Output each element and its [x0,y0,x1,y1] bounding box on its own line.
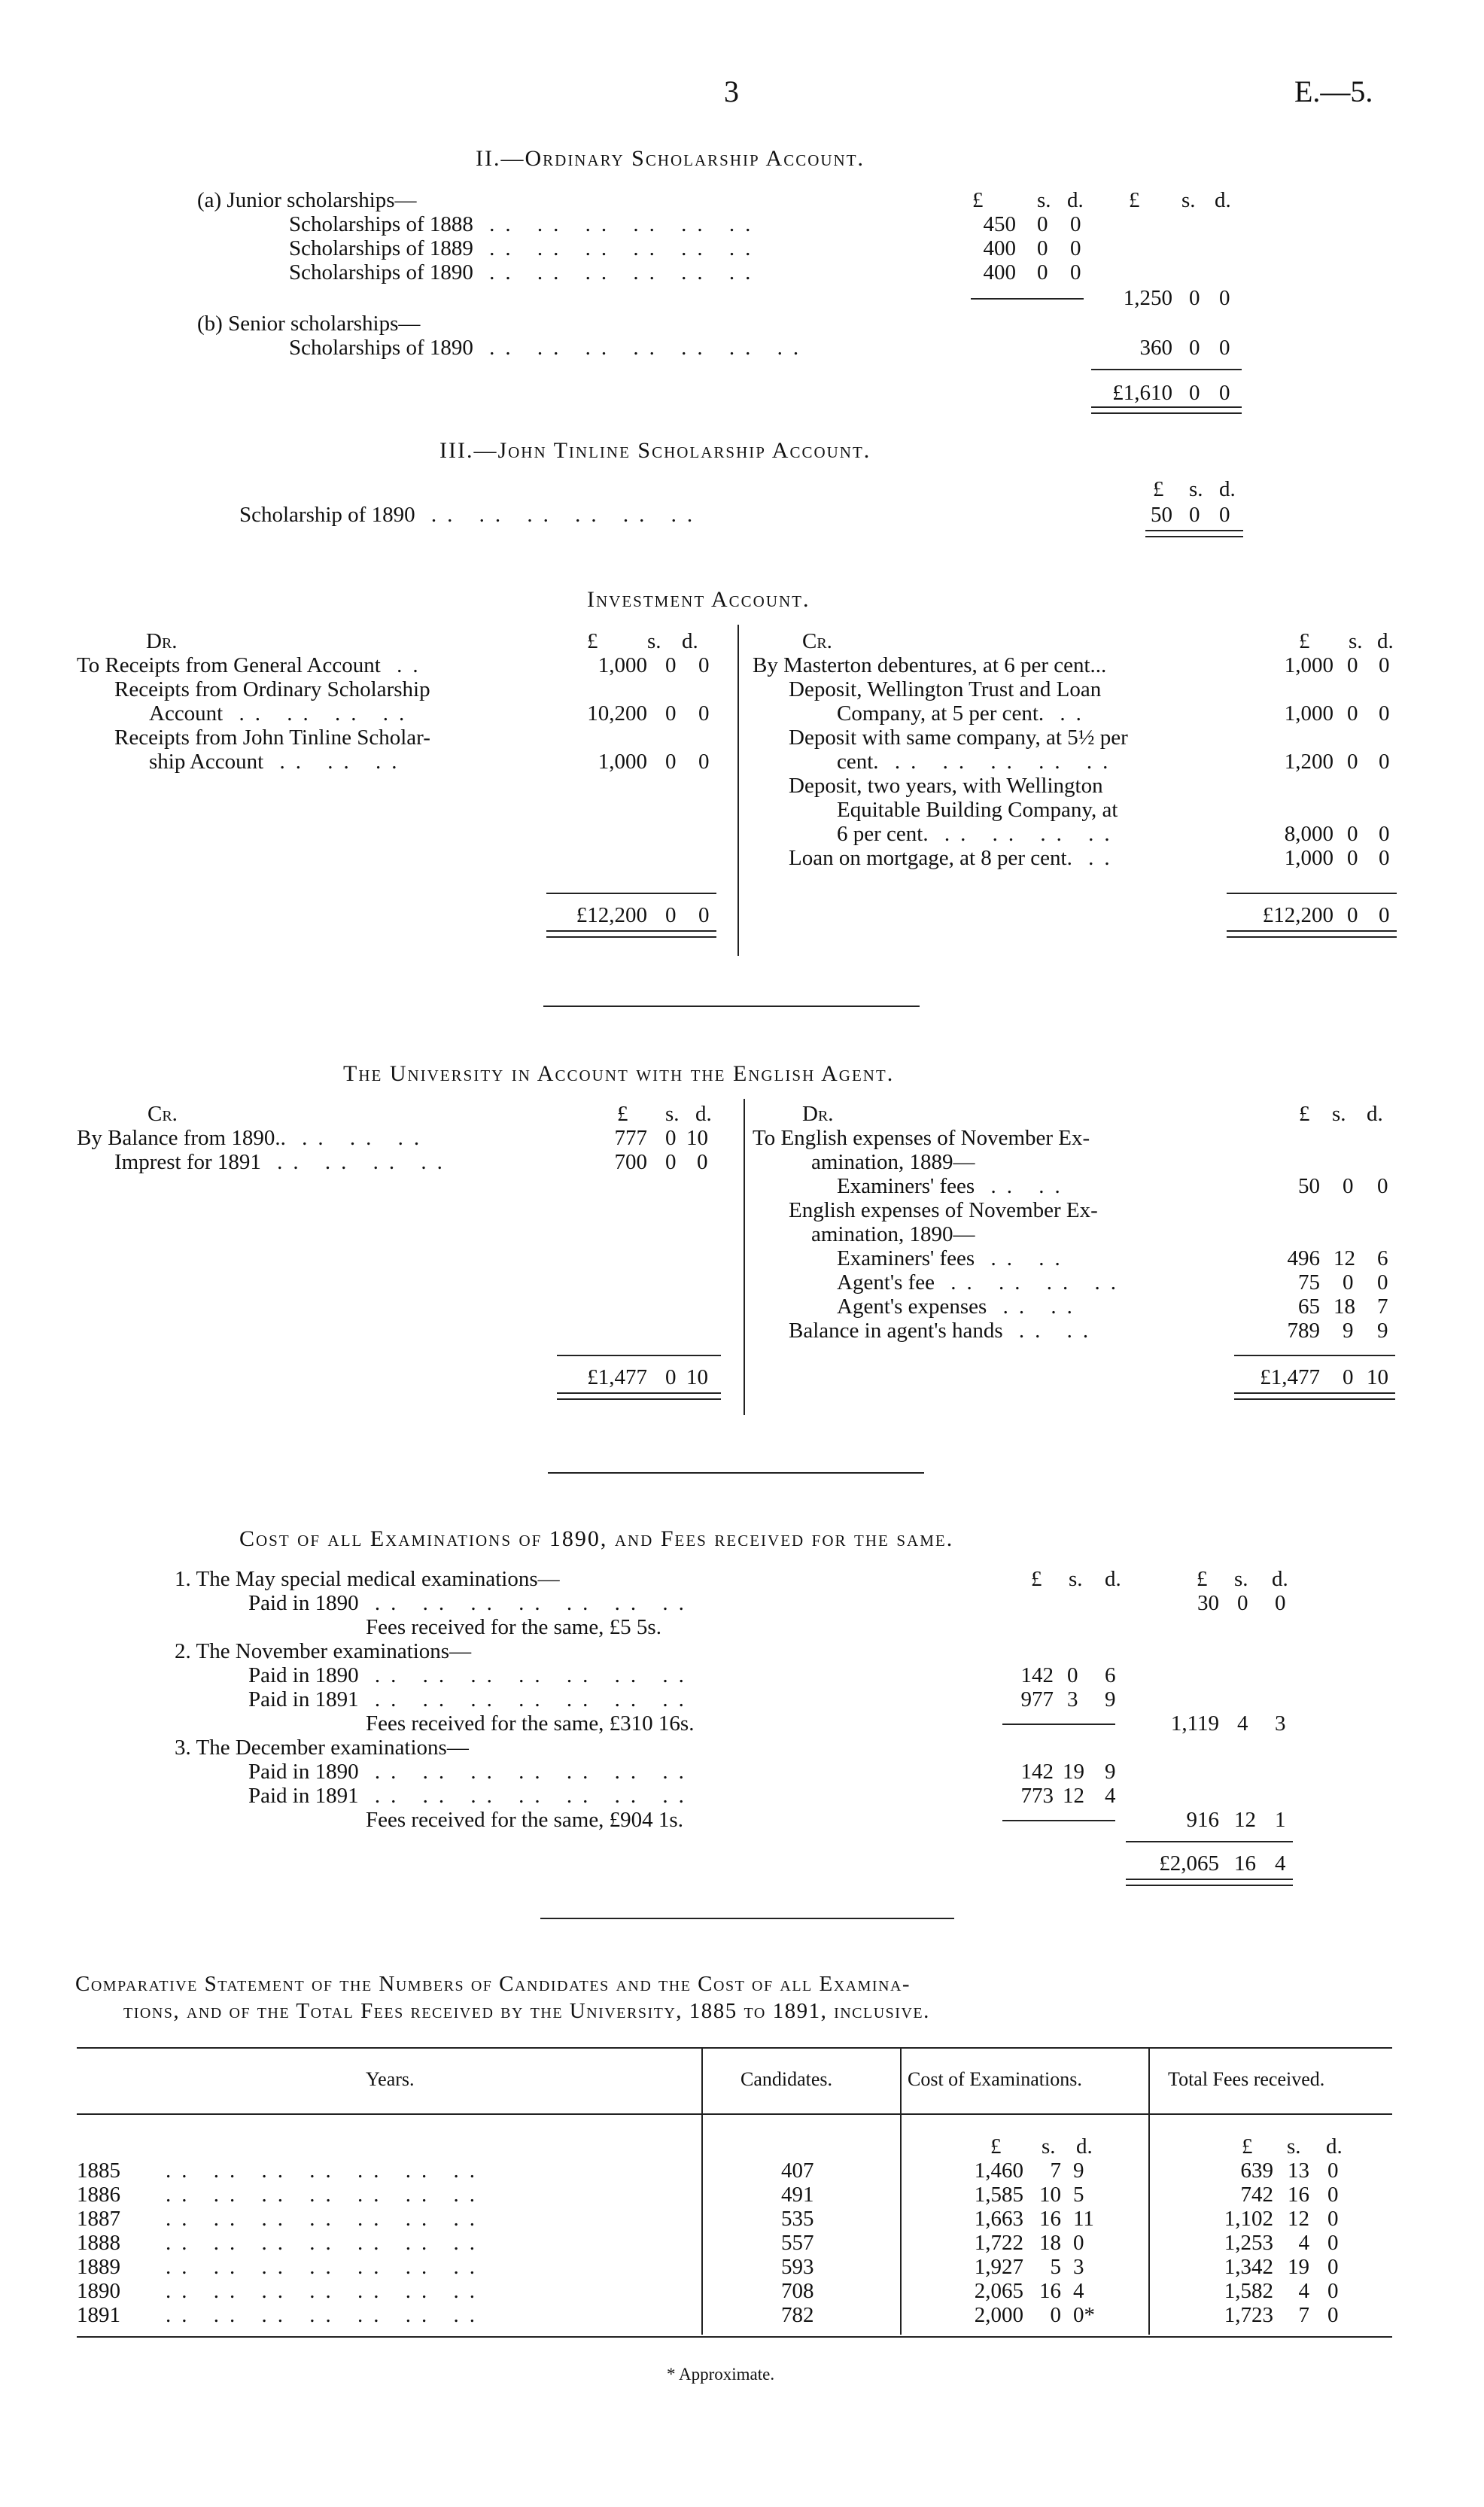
cost-item: Paid in 1891 .. .. .. .. .. .. .. [248,1784,695,1808]
investment-dr-row: To Receipts from General Account .. [77,653,429,677]
investment-cr-total-shillings: 0 [1347,903,1358,927]
cost-pounds: 2,000 [974,2303,1023,2327]
section-divider [540,1918,954,1919]
currency-pound: £ [990,2134,1002,2159]
amount-pounds: 916 [1186,1808,1219,1832]
senior-label: (b) Senior scholarships— [197,312,421,336]
fees-shillings: 12 [1288,2207,1309,2231]
agent-dr-line: Agent's expenses .. .. [837,1295,1083,1319]
cost-pounds: 1,722 [974,2231,1023,2255]
year-cell: 1887 [77,2207,120,2231]
amount-shillings: 4 [1237,1711,1248,1736]
agent-dr-line: Balance in agent's hands .. .. [789,1319,1099,1343]
total-rule [557,1355,721,1356]
amount-shillings: 0 [1343,1270,1354,1295]
amount-pounds: 1,000 [598,653,647,677]
total-rule [546,893,716,894]
investment-cr-row: Deposit, Wellington Trust and Loan [789,677,1102,701]
ordinary-title: II.—Ordinary Scholarship Account. [476,146,865,171]
agent-dr-line: English expenses of November Ex- [789,1198,1098,1222]
subtotal-rule [1002,1820,1115,1821]
investment-cr-row: By Masterton debentures, at 6 per cent... [753,653,1107,677]
currency-shilling: s. [647,629,661,653]
cost-pounds: 1,663 [974,2207,1023,2231]
amount-pounds: 142 [1020,1663,1054,1687]
fees-pounds: 1,582 [1224,2279,1273,2303]
senior-pounds: 360 [1139,336,1172,360]
amount-pence: 0 [1379,701,1390,726]
amount-pounds: 75 [1298,1270,1320,1295]
amount-pence: 0 [1377,1174,1388,1198]
currency-pence: d. [1377,629,1394,653]
fees-shillings: 16 [1288,2183,1309,2207]
agent-cr-total-pounds: £1,477 [587,1365,647,1389]
currency-pound: £ [1242,2134,1253,2159]
subtotal-rule [1002,1724,1115,1725]
currency-pence: d. [1367,1102,1383,1126]
junior-total-pounds: 1,250 [1123,286,1172,310]
amount-pence: 0 [1379,750,1390,774]
investment-dr: Dr. [146,629,178,653]
double-rule [1234,1392,1395,1400]
currency-pound: £ [1299,1102,1310,1126]
investment-dr-row-cont: ship Account .. .. .. [149,750,408,774]
investment-cr-row: Deposit, two years, with Wellington [789,774,1103,798]
amount-shillings: 0 [1347,653,1358,677]
amount-pounds: 400 [983,260,1016,284]
agent-dr-line: Examiners' fees .. .. [837,1246,1071,1270]
cost-shillings: 5 [1050,2255,1061,2279]
amount-shillings: 12 [1063,1784,1084,1808]
investment-cr-row-cont: Company, at 5 per cent. .. [837,701,1092,726]
agent-dr-line: amination, 1889— [811,1150,975,1174]
page-number: 3 [724,75,739,108]
fees-pence: 0 [1327,2279,1339,2303]
cost-pounds: 1,585 [974,2183,1023,2207]
amount-pounds: 1,119 [1170,1711,1219,1736]
amount-pence: 9 [1377,1319,1388,1343]
amount-pounds: 1,000 [598,750,647,774]
investment-cr-total-pence: 0 [1379,903,1390,927]
fees-pence: 0 [1327,2255,1339,2279]
cost-pounds: 2,065 [974,2279,1023,2303]
total-rule [1227,893,1397,894]
agent-dr: Dr. [802,1102,834,1126]
cost-item-heading: 1. The May special medical examinations— [175,1567,560,1591]
double-rule [1091,406,1242,414]
currency-shilling: s. [1287,2134,1301,2159]
currency-pound: £ [1153,477,1164,501]
header-fees: Total Fees received. [1168,2068,1325,2090]
amount-pence: 7 [1377,1295,1388,1319]
cost-total-pence: 4 [1275,1851,1286,1876]
fees-pence: 0 [1327,2183,1339,2207]
amount-pounds: 1,000 [1284,653,1333,677]
agent-dr-total-pounds: £1,477 [1260,1365,1320,1389]
agent-cr: Cr. [147,1102,178,1126]
cost-shillings: 16 [1039,2279,1061,2303]
currency-shilling: s. [1332,1102,1346,1126]
currency-shilling: s. [1037,188,1051,212]
amount-pounds: 1,200 [1284,750,1333,774]
amount-pence: 0 [1275,1591,1286,1615]
fees-pounds: 1,102 [1224,2207,1273,2231]
header-candidates: Candidates. [740,2068,833,2090]
agent-cr-row: By Balance from 1890.. .. .. .. [77,1126,430,1150]
currency-pence: d. [1272,1567,1288,1591]
cost-pence: 3 [1073,2255,1084,2279]
cost-pence: 11 [1073,2207,1094,2231]
leader-dots: .. .. .. .. .. .. .. [166,2303,485,2327]
tinline-pence: 0 [1219,503,1230,527]
fees-shillings: 19 [1288,2255,1309,2279]
amount-pence: 9 [1105,1760,1116,1784]
investment-cr-row-cont: 6 per cent. .. .. .. .. [837,822,1121,846]
cost-pence: 0 [1073,2231,1084,2255]
cost-title: Cost of all Examinations of 1890, and Fees received for the same. [239,1526,954,1551]
cost-item: Paid in 1890 .. .. .. .. .. .. .. [248,1591,695,1615]
cost-shillings: 0 [1050,2303,1061,2327]
currency-pence: d. [1076,2134,1093,2159]
investment-dr-total-pence: 0 [698,903,710,927]
agent-dr-total-shillings: 0 [1343,1365,1354,1389]
amount-pounds: 8,000 [1284,822,1333,846]
amount-pence: 6 [1377,1246,1388,1270]
cost-fees: Fees received for the same, £310 16s. [366,1711,695,1736]
currency-pence: d. [1326,2134,1343,2159]
section-divider [548,1472,924,1474]
amount-pence: 0 [1070,260,1081,284]
fees-pounds: 742 [1240,2183,1273,2207]
investment-cr-row: Deposit with same company, at 5½ per [789,726,1128,750]
currency-shilling: s. [1069,1567,1083,1591]
total-rule [1091,369,1242,370]
investment-cr-total-pounds: £12,200 [1262,903,1333,927]
column-divider [737,625,739,956]
double-rule [1227,930,1397,938]
investment-title: Investment Account. [587,587,810,612]
candidates-cell: 491 [781,2183,814,2207]
amount-shillings: 0 [665,653,677,677]
footnote: * Approximate. [667,2365,775,2384]
candidates-cell: 782 [781,2303,814,2327]
agent-title: The University in Account with the English Agent. [343,1061,895,1086]
amount-pounds: 400 [983,236,1016,260]
amount-pounds: 789 [1287,1319,1320,1343]
currency-pence: d. [1219,477,1236,501]
amount-pounds: 30 [1197,1591,1219,1615]
agent-dr-line: Examiners' fees .. .. [837,1174,1071,1198]
currency-pound: £ [617,1102,628,1126]
junior-row: Scholarships of 1889 .. .. .. .. .. .. [289,236,762,260]
amount-shillings: 19 [1063,1760,1084,1784]
agent-cr-row: Imprest for 1891 .. .. .. .. [114,1150,453,1174]
amount-pounds: 496 [1287,1246,1320,1270]
amount-pence: 6 [1105,1663,1116,1687]
amount-pence: 0 [698,701,710,726]
amount-pounds: 50 [1298,1174,1320,1198]
cost-pence: 0* [1073,2303,1095,2327]
amount-shillings: 0 [1347,701,1358,726]
amount-shillings: 0 [1343,1174,1354,1198]
currency-shilling: s. [1042,2134,1056,2159]
amount-pence: 9 [1105,1687,1116,1711]
cost-pence: 5 [1073,2183,1084,2207]
currency-pence: d. [1105,1567,1121,1591]
amount-shillings: 0 [1037,212,1048,236]
leader-dots: .. .. .. .. .. .. .. [166,2183,485,2207]
year-cell: 1885 [77,2159,120,2183]
amount-pence: 0 [1379,653,1390,677]
amount-pence: 0 [1070,236,1081,260]
amount-shillings: 0 [665,701,677,726]
cost-total-pounds: £2,065 [1159,1851,1219,1876]
amount-shillings: 0 [1037,260,1048,284]
table-bottom-rule [77,2336,1392,2338]
double-rule [1126,1879,1293,1886]
currency-pound: £ [1299,629,1310,653]
amount-shillings: 3 [1067,1687,1078,1711]
total-rule [1234,1355,1395,1356]
fees-pounds: 1,253 [1224,2231,1273,2255]
investment-dr-row: Receipts from Ordinary Scholarship [114,677,430,701]
currency-pence: d. [1215,188,1231,212]
currency-pound: £ [1129,188,1140,212]
amount-pounds: 773 [1020,1784,1054,1808]
junior-row: Scholarships of 1890 .. .. .. .. .. .. [289,260,762,284]
investment-cr-row: Loan on mortgage, at 8 per cent. .. [789,846,1121,870]
fees-pounds: 1,723 [1224,2303,1273,2327]
amount-pence: 0 [1070,212,1081,236]
investment-dr-total-shillings: 0 [665,903,677,927]
comparative-title-line2: tions, and of the Total Fees received by the University, 1885 to 1891, inclusive. [123,1999,930,2023]
document-code: E.—5. [1294,75,1373,108]
investment-cr-row-cont: cent. .. .. .. .. .. [837,750,1119,774]
amount-pence: 10 [686,1126,708,1150]
ordinary-total-pounds: £1,610 [1112,381,1172,405]
amount-pounds: 142 [1020,1760,1054,1784]
cost-item-heading: 3. The December examinations— [175,1736,469,1760]
tinline-row: Scholarship of 1890 .. .. .. .. .. .. [239,503,704,527]
amount-shillings: 0 [1037,236,1048,260]
amount-shillings: 0 [1237,1591,1248,1615]
ordinary-total-pence: 0 [1219,381,1230,405]
double-rule [1145,530,1243,537]
currency-pence: d. [1067,188,1084,212]
investment-dr-total-pounds: £12,200 [576,903,647,927]
amount-pence: 0 [697,1150,708,1174]
double-rule [557,1392,721,1400]
leader-dots: .. .. .. .. .. .. .. [166,2159,485,2183]
total-rule [1126,1841,1293,1842]
year-cell: 1889 [77,2255,120,2279]
column-divider [701,2049,703,2335]
fees-shillings: 4 [1298,2279,1309,2303]
amount-pounds: 777 [614,1126,647,1150]
amount-pence: 0 [1377,1270,1388,1295]
cost-shillings: 10 [1039,2183,1061,2207]
amount-shillings: 0 [1067,1663,1078,1687]
leader-dots: .. .. .. .. .. .. .. [166,2207,485,2231]
cost-item: Paid in 1891 .. .. .. .. .. .. .. [248,1687,695,1711]
senior-row: Scholarships of 1890 .. .. .. .. .. .. .. [289,336,810,360]
column-divider [744,1099,745,1415]
agent-dr-line: To English expenses of November Ex- [753,1126,1090,1150]
amount-pounds: 977 [1020,1687,1054,1711]
amount-pence: 0 [698,653,710,677]
investment-cr: Cr. [802,629,832,653]
agent-dr-total-pence: 10 [1367,1365,1388,1389]
junior-total-shillings: 0 [1189,286,1200,310]
candidates-cell: 593 [781,2255,814,2279]
amount-shillings: 0 [1347,846,1358,870]
amount-pence: 4 [1105,1784,1116,1808]
candidates-cell: 535 [781,2207,814,2231]
agent-cr-total-shillings: 0 [665,1365,677,1389]
fees-shillings: 4 [1298,2231,1309,2255]
double-rule [546,930,716,938]
cost-pence: 4 [1073,2279,1084,2303]
fees-shillings: 13 [1288,2159,1309,2183]
amount-shillings: 18 [1333,1295,1355,1319]
cost-total-shillings: 16 [1234,1851,1256,1876]
currency-shilling: s. [1349,629,1363,653]
table-header-rule [77,2113,1392,2115]
cost-item: Paid in 1890 .. .. .. .. .. .. .. [248,1760,695,1784]
comparative-title: Comparative Statement of the Numbers of Candidates and the Cost of all Examina- [75,1972,911,1996]
currency-shilling: s. [1181,188,1196,212]
senior-pence: 0 [1219,336,1230,360]
tinline-title: III.—John Tinline Scholarship Account. [439,438,871,463]
cost-pence: 9 [1073,2159,1084,2183]
amount-pounds: 1,000 [1284,701,1333,726]
amount-pounds: 450 [983,212,1016,236]
agent-dr-line: Agent's fee .. .. .. .. [837,1270,1127,1295]
amount-shillings: 0 [1347,750,1358,774]
tinline-shillings: 0 [1189,503,1200,527]
currency-pound: £ [1197,1567,1208,1591]
ordinary-total-shillings: 0 [1189,381,1200,405]
fees-shillings: 7 [1298,2303,1309,2327]
column-divider [1148,2049,1150,2335]
amount-shillings: 12 [1234,1808,1256,1832]
cost-pounds: 1,927 [974,2255,1023,2279]
currency-shilling: s. [1234,1567,1248,1591]
fees-pounds: 1,342 [1224,2255,1273,2279]
amount-pence: 3 [1275,1711,1286,1736]
amount-pounds: 700 [614,1150,647,1174]
fees-pounds: 639 [1240,2159,1273,2183]
section-divider [543,1006,920,1007]
amount-shillings: 12 [1333,1246,1355,1270]
fees-pence: 0 [1327,2303,1339,2327]
currency-pence: d. [682,629,698,653]
amount-pence: 1 [1275,1808,1286,1832]
cost-item-heading: 2. The November examinations— [175,1639,472,1663]
amount-pence: 0 [698,750,710,774]
amount-shillings: 0 [665,1150,677,1174]
candidates-cell: 407 [781,2159,814,2183]
currency-pound: £ [587,629,598,653]
tinline-pounds: 50 [1151,503,1172,527]
leader-dots: .. .. .. .. .. .. .. [166,2231,485,2255]
investment-dr-row: Receipts from John Tinline Scholar- [114,726,430,750]
junior-label: (a) Junior scholarships— [197,188,417,212]
amount-shillings: 0 [665,750,677,774]
cost-fees: Fees received for the same, £5 5s. [366,1615,661,1639]
agent-dr-line: amination, 1890— [811,1222,975,1246]
cost-item: Paid in 1890 .. .. .. .. .. .. .. [248,1663,695,1687]
header-years: Years. [366,2068,415,2090]
leader-dots: .. .. .. .. .. .. .. [166,2279,485,2303]
fees-pence: 0 [1327,2231,1339,2255]
subtotal-rule [971,298,1084,300]
fees-pence: 0 [1327,2159,1339,2183]
investment-cr-row-cont: Equitable Building Company, at [837,798,1118,822]
junior-row: Scholarships of 1888 .. .. .. .. .. .. [289,212,762,236]
amount-pounds: 65 [1298,1295,1320,1319]
senior-shillings: 0 [1189,336,1200,360]
cost-pounds: 1,460 [974,2159,1023,2183]
amount-shillings: 9 [1343,1319,1354,1343]
currency-shilling: s. [665,1102,680,1126]
investment-dr-row-cont: Account .. .. .. .. [149,701,415,726]
candidates-cell: 708 [781,2279,814,2303]
year-cell: 1886 [77,2183,120,2207]
cost-shillings: 18 [1039,2231,1061,2255]
year-cell: 1890 [77,2279,120,2303]
amount-shillings: 0 [1347,822,1358,846]
header-cost: Cost of Examinations. [908,2068,1082,2090]
currency-pound: £ [972,188,984,212]
fees-pence: 0 [1327,2207,1339,2231]
column-divider [900,2049,902,2335]
year-cell: 1891 [77,2303,120,2327]
cost-fees: Fees received for the same, £904 1s. [366,1808,683,1832]
year-cell: 1888 [77,2231,120,2255]
cost-shillings: 7 [1050,2159,1061,2183]
amount-shillings: 0 [665,1126,677,1150]
junior-total-pence: 0 [1219,286,1230,310]
currency-shilling: s. [1189,477,1203,501]
table-top-rule [77,2047,1392,2049]
amount-pounds: 1,000 [1284,846,1333,870]
cost-shillings: 16 [1039,2207,1061,2231]
candidates-cell: 557 [781,2231,814,2255]
currency-pence: d. [695,1102,712,1126]
amount-pence: 0 [1379,846,1390,870]
leader-dots: .. .. .. .. .. .. .. [166,2255,485,2279]
amount-pence: 0 [1379,822,1390,846]
agent-cr-total-pence: 10 [686,1365,708,1389]
currency-pound: £ [1031,1567,1042,1591]
amount-pounds: 10,200 [587,701,647,726]
